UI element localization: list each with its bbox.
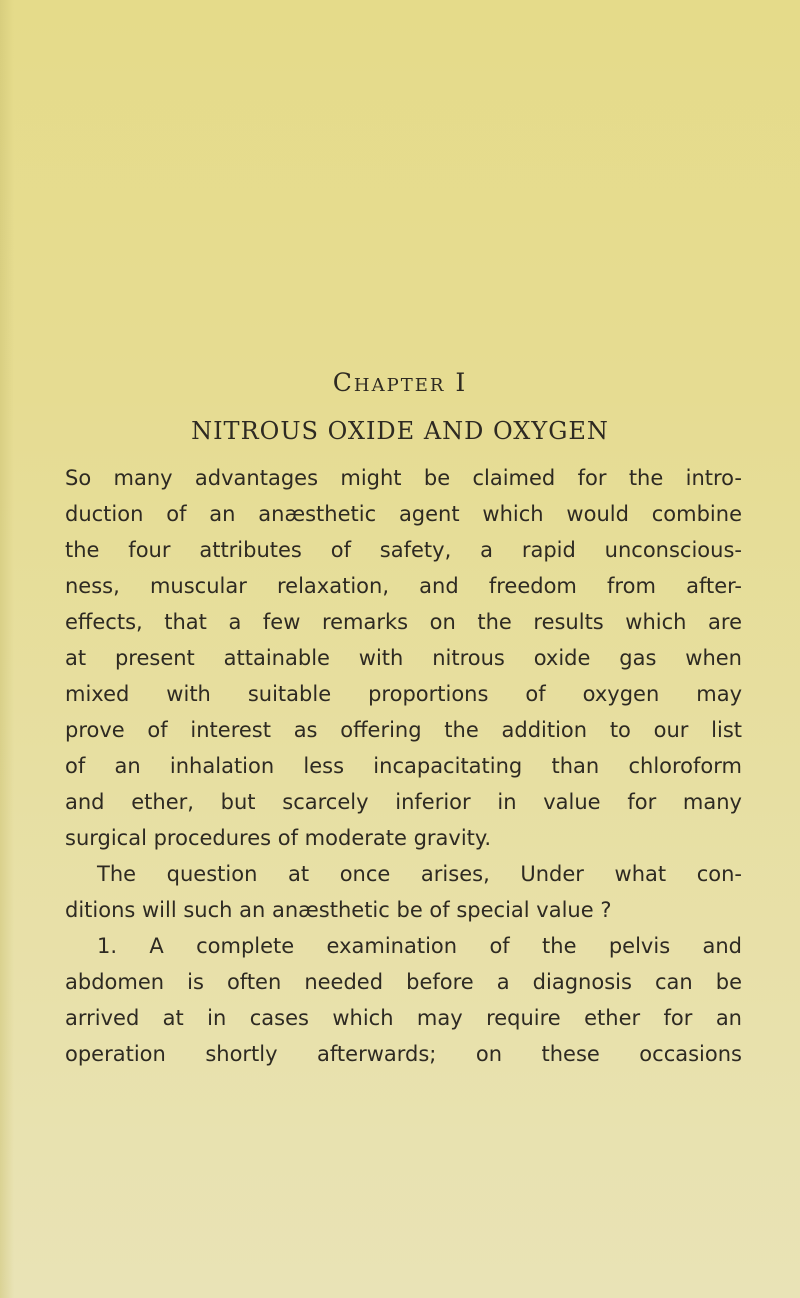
text-line: duction of an anæsthetic agent which would combine bbox=[65, 502, 742, 526]
text-line: ness, muscular relaxation, and freedom from after- bbox=[65, 574, 742, 598]
text-line: of an inhalation less incapacitating than chloroform bbox=[65, 754, 742, 778]
page-edge-shadow bbox=[0, 0, 14, 1298]
chapter-title: NITROUS OXIDE AND OXYGEN bbox=[191, 417, 609, 445]
text-line: abdomen is often needed before a diagnosis can be bbox=[65, 970, 742, 994]
text-line: 1. A complete examination of the pelvis and bbox=[97, 934, 742, 958]
text-line: surgical procedures of moderate gravity. bbox=[65, 826, 492, 850]
text-line: at present attainable with nitrous oxide gas when bbox=[65, 646, 742, 670]
text-line: prove of interest as offering the addition to our list bbox=[65, 718, 742, 742]
text-line: operation shortly afterwards; on these occasions bbox=[65, 1042, 742, 1066]
text-line: effects, that a few remarks on the results which are bbox=[65, 610, 742, 634]
text-line: arrived at in cases which may require ether for an bbox=[65, 1006, 742, 1030]
text-line: the four attributes of safety, a rapid unconscious- bbox=[65, 538, 742, 562]
text-line: ditions will such an anæsthetic be of special value ? bbox=[65, 898, 612, 922]
text-line: So many advantages might be claimed for the intro- bbox=[65, 466, 742, 490]
text-line: The question at once arises, Under what con- bbox=[97, 862, 742, 886]
body-text bbox=[65, 460, 742, 1072]
text-line: mixed with suitable proportions of oxygen may bbox=[65, 682, 742, 706]
chapter-heading: Chapter I bbox=[332, 368, 468, 397]
text-line: and ether, but scarcely inferior in value for many bbox=[65, 790, 742, 814]
